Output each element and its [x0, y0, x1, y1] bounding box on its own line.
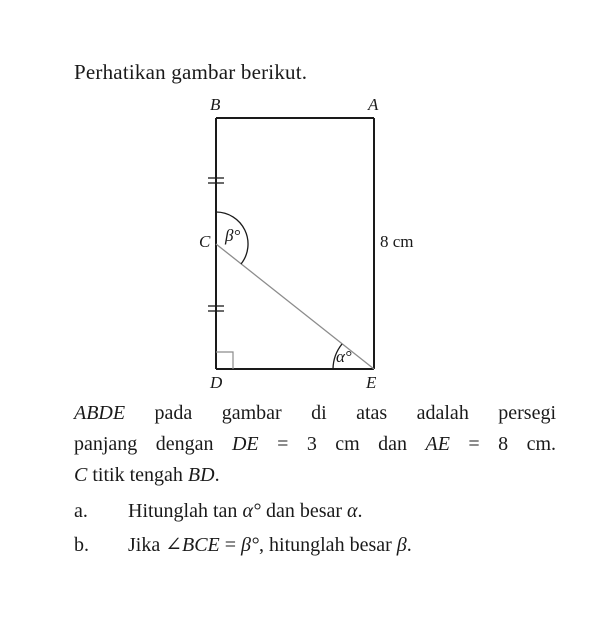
question-marker: a. — [74, 500, 88, 522]
question-text: Hitunglah tan α° dan besar α. — [128, 500, 363, 522]
ae-value: = 8 cm. — [468, 433, 557, 455]
vertex-label-d: D — [210, 373, 223, 392]
line2-pre: panjang dengan — [74, 433, 214, 455]
problem-paragraph — [74, 398, 556, 491]
question-text: Jika ∠BCE = β°, hitunglah besar β. — [128, 534, 412, 556]
beta-symbol: β — [396, 534, 407, 556]
segment-bd: BD — [187, 464, 215, 486]
intro-text: Perhatikan gambar berikut. — [74, 60, 308, 84]
angle-label-alpha: α° — [336, 347, 352, 366]
vertex-label-e: E — [366, 373, 377, 392]
vertex-label-c: C — [199, 232, 211, 251]
segment-ae: AE — [425, 433, 450, 455]
point-c: C — [74, 464, 88, 486]
line3-text: titik tengah — [92, 464, 183, 486]
paragraph-line-3: C titik tengah BD. — [74, 464, 220, 486]
line1-text: pada gambar di atas adalah persegi — [154, 402, 556, 424]
side-length-label: 8 cm — [380, 232, 414, 251]
angle-label-beta: β° — [225, 226, 241, 245]
vertex-label-a: A — [368, 95, 379, 114]
angle-bce: BCE — [181, 534, 220, 556]
paragraph-line-1 — [74, 398, 556, 429]
beta-degree: β° — [241, 534, 260, 556]
segment-de: DE — [231, 433, 259, 455]
alpha-symbol: α — [347, 500, 358, 522]
vertex-label-b: B — [210, 95, 221, 114]
alpha-degree: α° — [242, 500, 261, 522]
de-value: = 3 cm dan — [277, 433, 408, 455]
question-marker: b. — [74, 534, 89, 556]
paragraph-line-2 — [74, 429, 556, 460]
right-angle-mark-d — [216, 352, 233, 369]
rect-name: ABDE — [74, 402, 126, 424]
